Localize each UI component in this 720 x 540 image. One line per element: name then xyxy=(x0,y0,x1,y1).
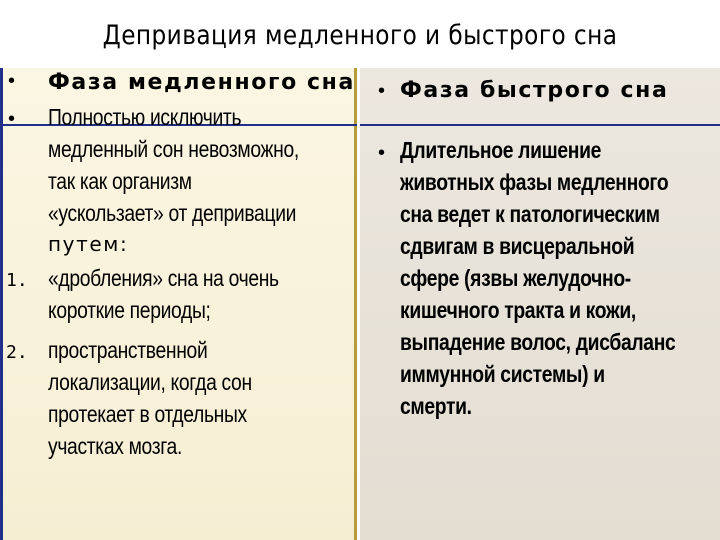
right-paragraph-line: выпадение волос, дисбаланс xyxy=(400,329,676,355)
list-number: 2. xyxy=(6,342,28,363)
right-paragraph-line: Длительное лишение xyxy=(400,137,602,163)
list-number: 1. xyxy=(6,270,28,291)
left-paragraph-line: медленный сон невозможно, xyxy=(48,136,299,162)
right-paragraph-line: животных фазы медленного xyxy=(400,169,669,195)
left-heading-bullet: • xyxy=(8,70,16,92)
right-paragraph-line: иммунной системы) и xyxy=(400,361,605,387)
left-paragraph-line: «ускользает» от депривации xyxy=(48,200,297,226)
right-heading: Фаза быстрого сна xyxy=(400,78,669,103)
list-item-line: протекает в отдельных xyxy=(48,401,247,427)
right-paragraph-line: сна ведет к патологическим xyxy=(400,201,660,227)
left-paragraph xyxy=(48,101,347,229)
list-item-line: короткие периоды; xyxy=(48,297,211,323)
right-paragraph-line: сфере (язвы желудочно- xyxy=(400,265,631,291)
list-item xyxy=(48,334,291,462)
left-paragraph-bullet: • xyxy=(8,108,16,130)
list-item-line: «дробления» сна на очень xyxy=(48,265,279,291)
right-paragraph-line: сдвигам в висцеральной xyxy=(400,233,635,259)
right-paragraph xyxy=(400,134,720,422)
left-path-word: путем: xyxy=(48,232,129,256)
slide-title: Депривация медленного и быстрого сна xyxy=(102,20,618,51)
right-paragraph-line: смерти. xyxy=(400,393,472,419)
list-item-line: участках мозга. xyxy=(48,433,182,459)
left-edge-line xyxy=(0,68,3,540)
right-heading-bullet: • xyxy=(378,80,386,102)
left-paragraph-line: так как организм xyxy=(48,168,192,194)
right-paragraph-bullet: • xyxy=(378,142,386,164)
list-item-line: пространственной xyxy=(48,337,208,363)
right-separator-line xyxy=(360,124,720,126)
left-heading: Фаза медленного сна xyxy=(48,70,355,95)
right-paragraph-line: кишечного тракта и кожи, xyxy=(400,297,636,323)
list-item-line: локализации, когда сон xyxy=(48,369,252,395)
left-paragraph-line: Полностью исключить xyxy=(48,104,242,130)
list-item xyxy=(48,262,323,326)
